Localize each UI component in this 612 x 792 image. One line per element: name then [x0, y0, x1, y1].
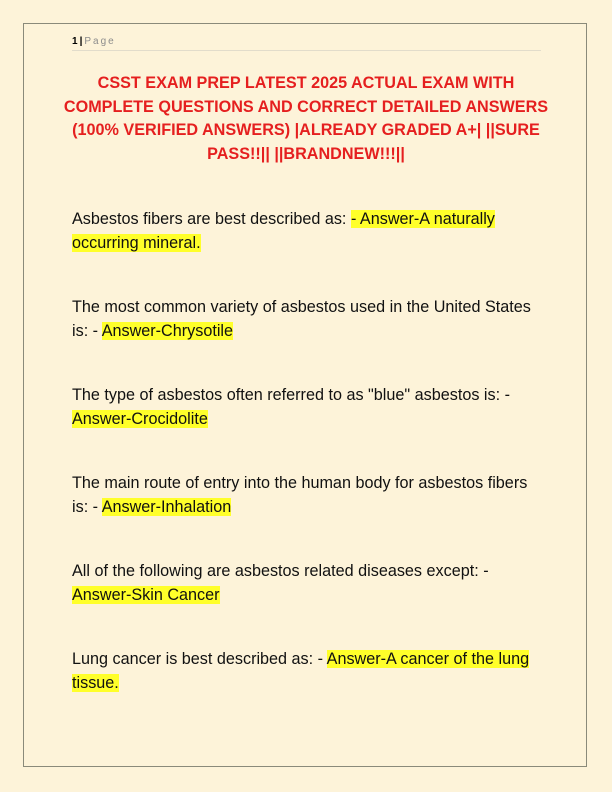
- page-label: Page: [84, 36, 116, 47]
- page-header: [72, 36, 541, 51]
- answer-text: Answer-Chrysotile: [101, 322, 234, 340]
- answer-text: Answer-Crocidolite: [72, 410, 208, 428]
- question-text: The most common variety of asbestos used in the United States is: -: [72, 298, 531, 340]
- question-text: All of the following are asbestos related diseases except: -: [72, 562, 489, 580]
- answer-text: Answer-Inhalation: [101, 498, 232, 516]
- question-text: Asbestos fibers are best described as:: [72, 210, 351, 228]
- question-text: The type of asbestos often referred to as "blue" asbestos is: -: [72, 386, 510, 404]
- answer-text: - Answer-A naturally occurring mineral.: [72, 210, 495, 252]
- qa-item: [72, 207, 544, 255]
- question-text: The main route of entry into the human body for asbestos fibers is: -: [72, 474, 528, 516]
- page-number: 1: [72, 36, 78, 47]
- question-text: Lung cancer is best described as: -: [72, 650, 327, 668]
- answer-text: Answer-Skin Cancer: [72, 586, 220, 604]
- qa-item: [72, 295, 544, 343]
- qa-item: [72, 647, 544, 695]
- qa-item: [72, 471, 544, 519]
- page-separator: |: [79, 36, 83, 47]
- qa-item: [72, 383, 544, 431]
- qa-item: [72, 559, 544, 607]
- answer-text: Answer-A cancer of the lung tissue.: [72, 650, 530, 692]
- document-title: CSST EXAM PREP LATEST 2025 ACTUAL EXAM WITH COMPLETE QUESTIONS AND CORRECT DETAILED ANSWERS (100% VERIFIED ANSWERS) |ALREADY GRADED A+| ||SURE PASS!!|| ||BRANDNEW!!!||: [63, 74, 549, 163]
